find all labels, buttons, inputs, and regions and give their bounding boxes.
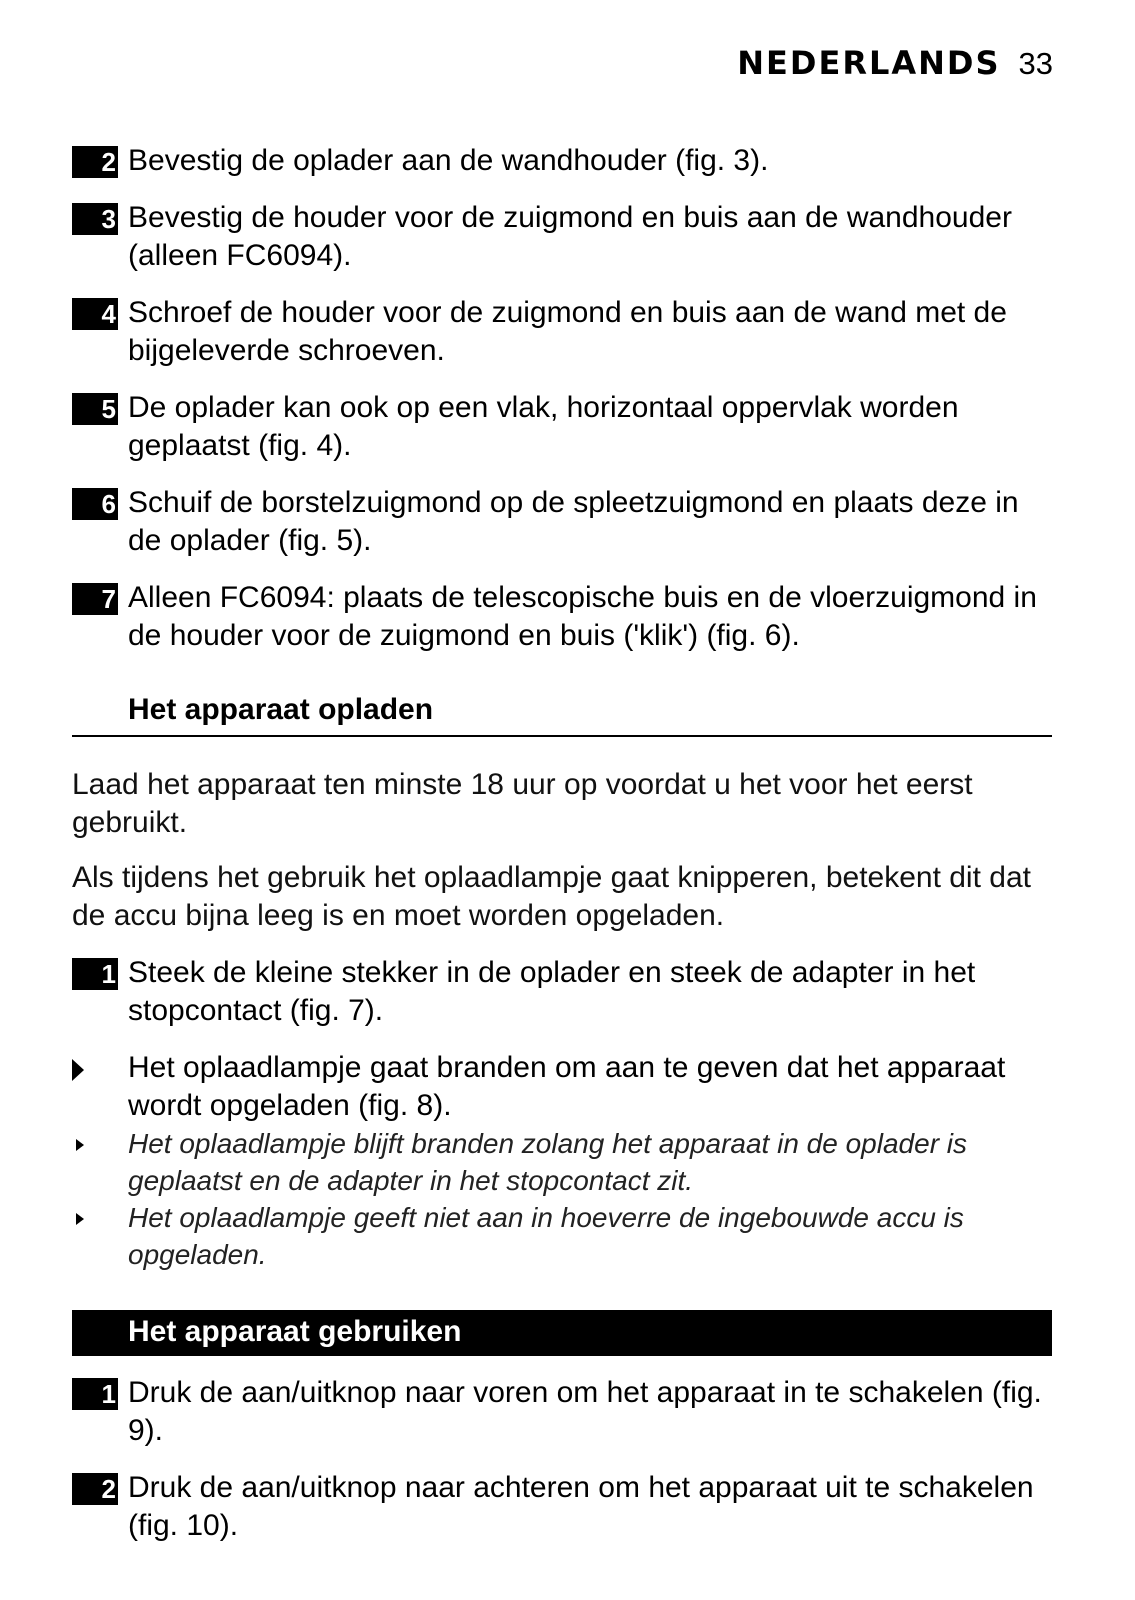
result-arrow-icon — [72, 1059, 84, 1081]
result-item — [72, 1049, 1052, 1125]
step-number: 7 — [72, 583, 118, 615]
page-number: 33 — [1018, 46, 1053, 81]
step-text: Schuif de borstelzuigmond op de spleetzuigmond en plaats deze in de oplader (fig. 5). — [128, 486, 1019, 557]
note-text: Het oplaadlampje blijft branden zolang het apparaat in de oplader is geplaatst en de adapter in het stopcontact zit. — [128, 1128, 968, 1196]
step-text: Bevestig de oplader aan de wandhouder (fig. 3). — [128, 144, 769, 177]
page-content — [72, 142, 1052, 1564]
step-number: 2 — [72, 1473, 118, 1505]
step-item — [72, 484, 1052, 560]
paragraph: Laad het apparaat ten minste 18 uur op voordat u het voor het eerst gebruikt. — [72, 768, 973, 839]
step-text: De oplader kan ook op een vlak, horizontaal oppervlak worden geplaatst (fig. 4). — [128, 391, 959, 462]
step-item — [72, 142, 1052, 180]
step-text: Bevestig de houder voor de zuigmond en buis aan de wandhouder (alleen FC6094). — [128, 201, 1012, 272]
paragraph: Als tijdens het gebruik het oplaadlampje gaat knipperen, betekent dit dat de accu bijna leeg is en moet worden opgeladen. — [72, 861, 1031, 932]
step-item — [72, 579, 1052, 655]
step-number: 2 — [72, 146, 118, 178]
step-number: 3 — [72, 203, 118, 235]
section-heading-using: Het apparaat gebruiken — [72, 1310, 1052, 1356]
result-text: Het oplaadlampje gaat branden om aan te geven dat het apparaat wordt opgeladen (fig. 8). — [128, 1051, 1006, 1122]
step-text: Alleen FC6094: plaats de telescopische buis en de vloerzuigmond in de houder voor de zuigmond en buis ('klik') (fig. 6). — [128, 581, 1037, 652]
page-header — [737, 44, 1053, 84]
step-number: 1 — [72, 958, 118, 990]
note-item — [72, 1199, 1052, 1273]
step-number: 5 — [72, 393, 118, 425]
step-text: Druk de aan/uitknop naar voren om het apparaat in te schakelen (fig. 9). — [128, 1376, 1042, 1447]
section-heading-charging: Het apparaat opladen — [72, 691, 1052, 737]
step-item — [72, 199, 1052, 275]
step-item — [72, 389, 1052, 465]
step-item — [72, 954, 1052, 1030]
step-number: 6 — [72, 488, 118, 520]
note-text: Het oplaadlampje geeft niet aan in hoeverre de ingebouwde accu is opgeladen. — [128, 1202, 964, 1270]
step-item — [72, 1374, 1052, 1450]
step-text: Steek de kleine stekker in de oplader en steek de adapter in het stopcontact (fig. 7). — [128, 956, 976, 1027]
note-arrow-icon — [76, 1213, 84, 1225]
step-number: 1 — [72, 1378, 118, 1410]
step-text: Schroef de houder voor de zuigmond en buis aan de wand met de bijgeleverde schroeven. — [128, 296, 1007, 367]
note-arrow-icon — [76, 1139, 84, 1151]
step-text: Druk de aan/uitknop naar achteren om het apparaat uit te schakelen (fig. 10). — [128, 1471, 1034, 1542]
language-label: NEDERLANDS — [737, 44, 1001, 82]
step-item — [72, 294, 1052, 370]
note-item — [72, 1125, 1052, 1199]
step-item — [72, 1469, 1052, 1545]
step-number: 4 — [72, 298, 118, 330]
